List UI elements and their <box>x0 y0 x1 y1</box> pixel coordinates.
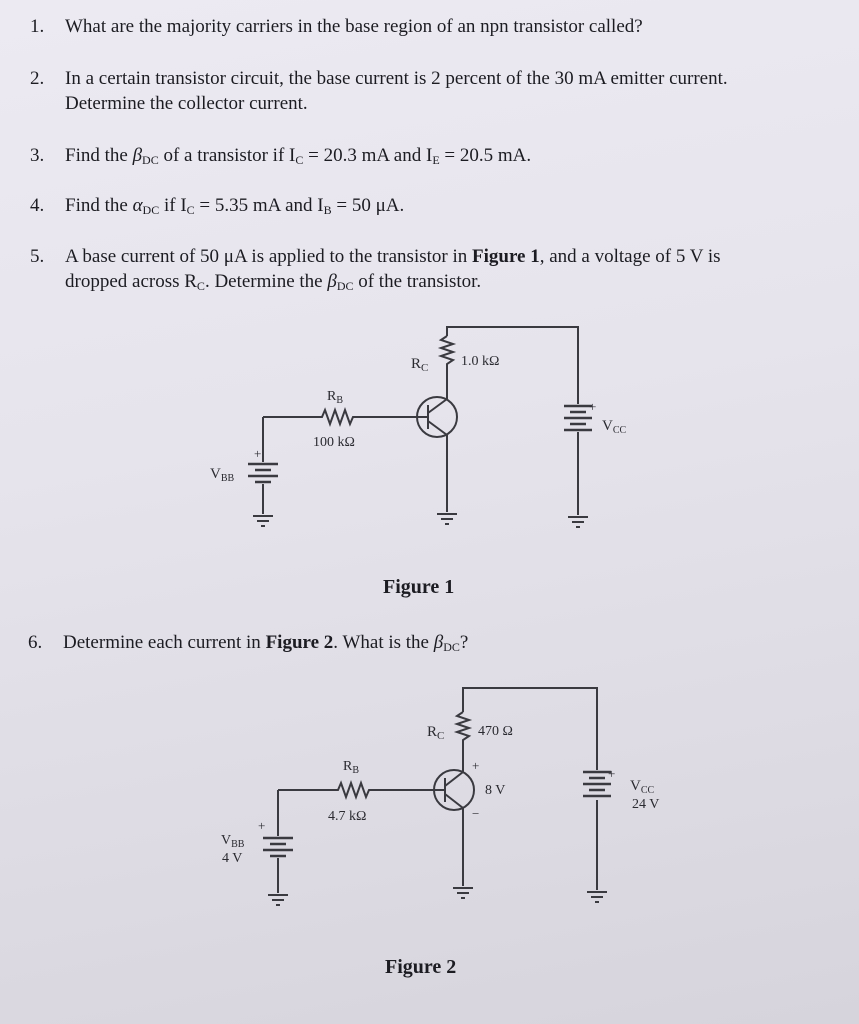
beta-symbol: β <box>433 632 444 653</box>
figure-1-caption: Figure 1 <box>383 576 455 598</box>
rb-label: $R_B$ <box>327 389 344 406</box>
text-segment: A base current of 50 μA is applied to the transistor in <box>65 246 472 267</box>
text-segment: = 50 μA. <box>331 195 405 216</box>
text-segment: , and a voltage of 5 V is <box>539 246 721 267</box>
question-text: What are the majority carriers in the base region of an npn transistor called? <box>65 16 643 37</box>
vce-value: 8 V <box>485 783 506 798</box>
vbb-plus: + <box>258 818 266 833</box>
text-segment: dropped across R <box>65 271 197 292</box>
vce-minus: − <box>472 806 480 821</box>
rb-label: $R_B$ <box>343 759 360 776</box>
text-segment: ? <box>459 632 469 653</box>
rb-value: 100 kΩ <box>313 435 355 450</box>
vcc-value: 24 V <box>632 797 660 812</box>
text-segment: Find the <box>65 195 133 216</box>
vbb-label: $V_{BB}$ <box>221 833 245 850</box>
transistor-leads <box>445 768 463 886</box>
subscript: DC <box>142 203 160 217</box>
subscript: E <box>432 153 440 167</box>
vcc-plus: + <box>608 766 616 781</box>
question-number: 4. <box>30 195 45 216</box>
vbb-battery-icon <box>263 838 293 856</box>
rc-label: $R_C$ <box>427 724 445 742</box>
vcc-label: $V_{CC}$ <box>630 778 655 796</box>
beta-symbol: β <box>327 271 337 292</box>
vbb-value: 4 V <box>222 851 243 866</box>
text-segment: = 20.3 mA and I <box>303 145 433 166</box>
text-segment: . What is the <box>333 632 434 653</box>
subscript: C <box>186 203 195 217</box>
rc-value: 470 Ω <box>478 724 513 739</box>
figure-reference: Figure 2 <box>265 632 334 653</box>
question-number: 2. <box>30 68 45 89</box>
text-segment: if I <box>159 195 187 216</box>
vcc-battery-icon <box>583 772 611 796</box>
subscript: DC <box>443 640 460 654</box>
text-segment: = 5.35 mA and I <box>194 195 324 216</box>
question-number: 3. <box>30 145 45 166</box>
rb-resistor-icon <box>278 783 445 797</box>
subscript: B <box>323 203 332 217</box>
rc-resistor-icon <box>457 712 469 768</box>
text-segment: of a transistor if I <box>158 145 296 166</box>
question-number: 5. <box>30 246 45 267</box>
text-segment: Find the <box>65 145 133 166</box>
ground-icons <box>268 888 607 905</box>
question-text-line2: Determine the collector current. <box>65 93 308 114</box>
vbb-label: $V_{BB}$ <box>210 466 235 484</box>
text-segment: = 20.5 mA. <box>439 145 532 166</box>
text-segment: of the transistor. <box>353 271 482 292</box>
alpha-symbol: α <box>132 195 143 216</box>
vcc-label: $V_{CC}$ <box>602 418 627 436</box>
subscript: DC <box>336 279 354 293</box>
vce-plus: + <box>472 758 480 773</box>
beta-symbol: β <box>132 145 143 166</box>
question-text-line1: In a certain transistor circuit, the base current is 2 percent of the 30 mA emitter current. <box>65 68 728 89</box>
question-number: 6. <box>28 632 43 653</box>
rb-value: 4.7 kΩ <box>328 809 367 824</box>
rc-label: $R_C$ <box>411 356 429 374</box>
figure-reference: Figure 1 <box>472 246 540 267</box>
subscript: DC <box>142 153 159 167</box>
rc-value: 1.0 kΩ <box>461 354 500 369</box>
vbb-plus: + <box>254 446 262 461</box>
question-number: 1. <box>30 16 45 37</box>
figure-2-caption: Figure 2 <box>385 956 457 978</box>
text-segment: . Determine the <box>204 271 328 292</box>
text-segment: Determine each current in <box>63 632 266 653</box>
subscript: C <box>196 279 205 293</box>
subscript: C <box>295 153 304 167</box>
vcc-plus: + <box>589 399 597 414</box>
